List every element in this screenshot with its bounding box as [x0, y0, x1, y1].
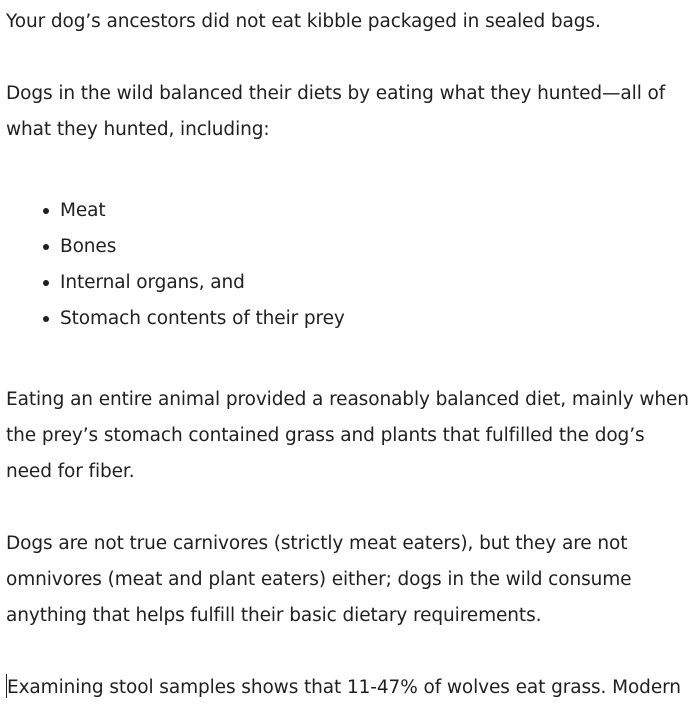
list-item: Meat	[60, 193, 690, 229]
paragraph-wild-diet: Dogs in the wild balanced their diets by eating what they hunted—all of what they hunted, including:	[6, 83, 666, 140]
list-item: Bones	[60, 229, 690, 265]
paragraph-entire-animal: Eating an entire animal provided a reasonably balanced diet, mainly when the prey’s stomach contained grass and plants that fulfilled the dog’s need for fiber.	[6, 389, 689, 482]
paragraph-spacer	[6, 40, 690, 76]
paragraph-ancestors: Your dog’s ancestors did not eat kibble packaged in sealed bags.	[6, 11, 601, 32]
paragraph-carnivores: Dogs are not true carnivores (strictly meat eaters), but they are not omnivores (meat and plant eaters) either; dogs in the wild consume anything that helps fulfill their basic dietary requirements.	[6, 533, 632, 626]
list-item: Internal organs, and	[60, 265, 690, 301]
bullet-list	[6, 193, 690, 337]
list-item: Stomach contents of their prey	[60, 301, 690, 337]
paragraph-stool-samples	[6, 670, 690, 706]
paragraph-stool-samples-text: Examining stool samples shows that 11-47% of wolves eat grass. Modern	[7, 677, 681, 698]
paragraph-spacer	[6, 634, 690, 670]
document-body[interactable]	[6, 4, 690, 706]
paragraph-spacer	[6, 148, 690, 193]
paragraph-spacer	[6, 490, 690, 526]
paragraph-spacer	[6, 337, 690, 382]
